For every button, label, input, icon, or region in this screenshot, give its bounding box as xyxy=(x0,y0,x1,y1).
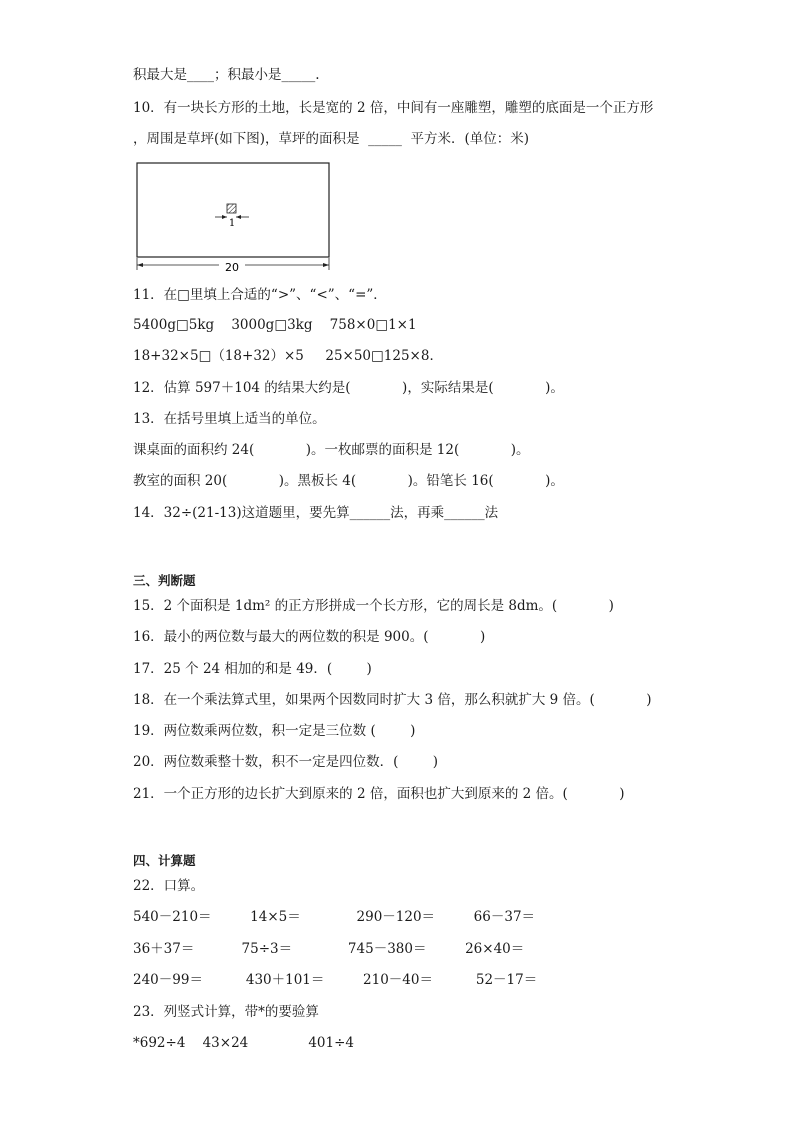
question-10-line-2: ，周围是草坪(如下图)，草坪的面积是 _____ 平方米．(单位：米) xyxy=(133,131,529,147)
length-label: 20 xyxy=(225,261,239,274)
question-14: 14．32÷(21-13)这道题里，要先算______法，再乘______法 xyxy=(133,505,499,521)
question-23-title: 23．列竖式计算，带*的要验算 xyxy=(133,1004,319,1020)
question-12: 12．估算 597＋104 的结果大约是( )，实际结果是( )。 xyxy=(133,380,564,396)
question-23-problems: *692÷4 43×24 401÷4 xyxy=(133,1035,354,1051)
question-21: 21．一个正方形的边长扩大到原来的 2 倍，面积也扩大到原来的 2 倍。( ) xyxy=(133,786,625,802)
question-13-row-1: 课桌面的面积约 24( )。一枚邮票的面积是 12( )。 xyxy=(133,442,530,458)
question-15: 15．2 个面积是 1dm² 的正方形拼成一个长方形，它的周长是 8dm。( ) xyxy=(133,598,614,614)
question-22-title: 22．口算。 xyxy=(133,878,205,894)
question-19: 19．两位数乘两位数，积一定是三位数 ( ) xyxy=(133,723,416,739)
mental-math-row-1: 540－210＝ 14×5＝ 290－120＝ 66－37＝ xyxy=(133,909,536,925)
question-17: 17．25 个 24 相加的和是 49．( ) xyxy=(133,661,372,677)
question-20: 20．两位数乘整十数，积不一定是四位数．( ) xyxy=(133,754,439,770)
question-18: 18．在一个乘法算式里，如果两个因数同时扩大 3 倍，那么积就扩大 9 倍。( ) xyxy=(133,692,652,708)
question-13-title: 13．在括号里填上适当的单位。 xyxy=(133,411,326,427)
question-11-row-1: 5400g□5kg 3000g□3kg 758×0□1×1 xyxy=(133,317,417,333)
section-heading-judgement: 三、判断题 xyxy=(133,573,196,588)
mental-math-row-2: 36＋37＝ 75÷3＝ 745－380＝ 26×40＝ xyxy=(133,941,525,957)
question-16: 16．最小的两位数与最大的两位数的积是 900。( ) xyxy=(133,629,486,645)
question-13-row-2: 教室的面积 20( )。黑板长 4( )。铅笔长 16( )。 xyxy=(133,473,564,489)
question-11-row-2: 18+32×5□（18+32）×5 25×50□125×8． xyxy=(133,348,443,364)
question-11-title: 11．在□里填上合适的“>”、“<”、“=”． xyxy=(133,287,387,303)
sculpture-square xyxy=(227,204,236,213)
mental-math-row-3: 240－99＝ 430＋101＝ 210－40＝ 52－17＝ xyxy=(133,972,538,988)
sculpture-side-label: 1 xyxy=(228,218,236,229)
question-10-line-1: 10．有一块长方形的土地，长是宽的 2 倍，中间有一座雕塑，雕塑的底面是一个正方形 xyxy=(133,100,654,116)
section-heading-calculation: 四、计算题 xyxy=(133,853,196,868)
lawn-figure xyxy=(133,160,333,276)
text-line: 积最大是____；积最小是_____. xyxy=(133,67,320,83)
